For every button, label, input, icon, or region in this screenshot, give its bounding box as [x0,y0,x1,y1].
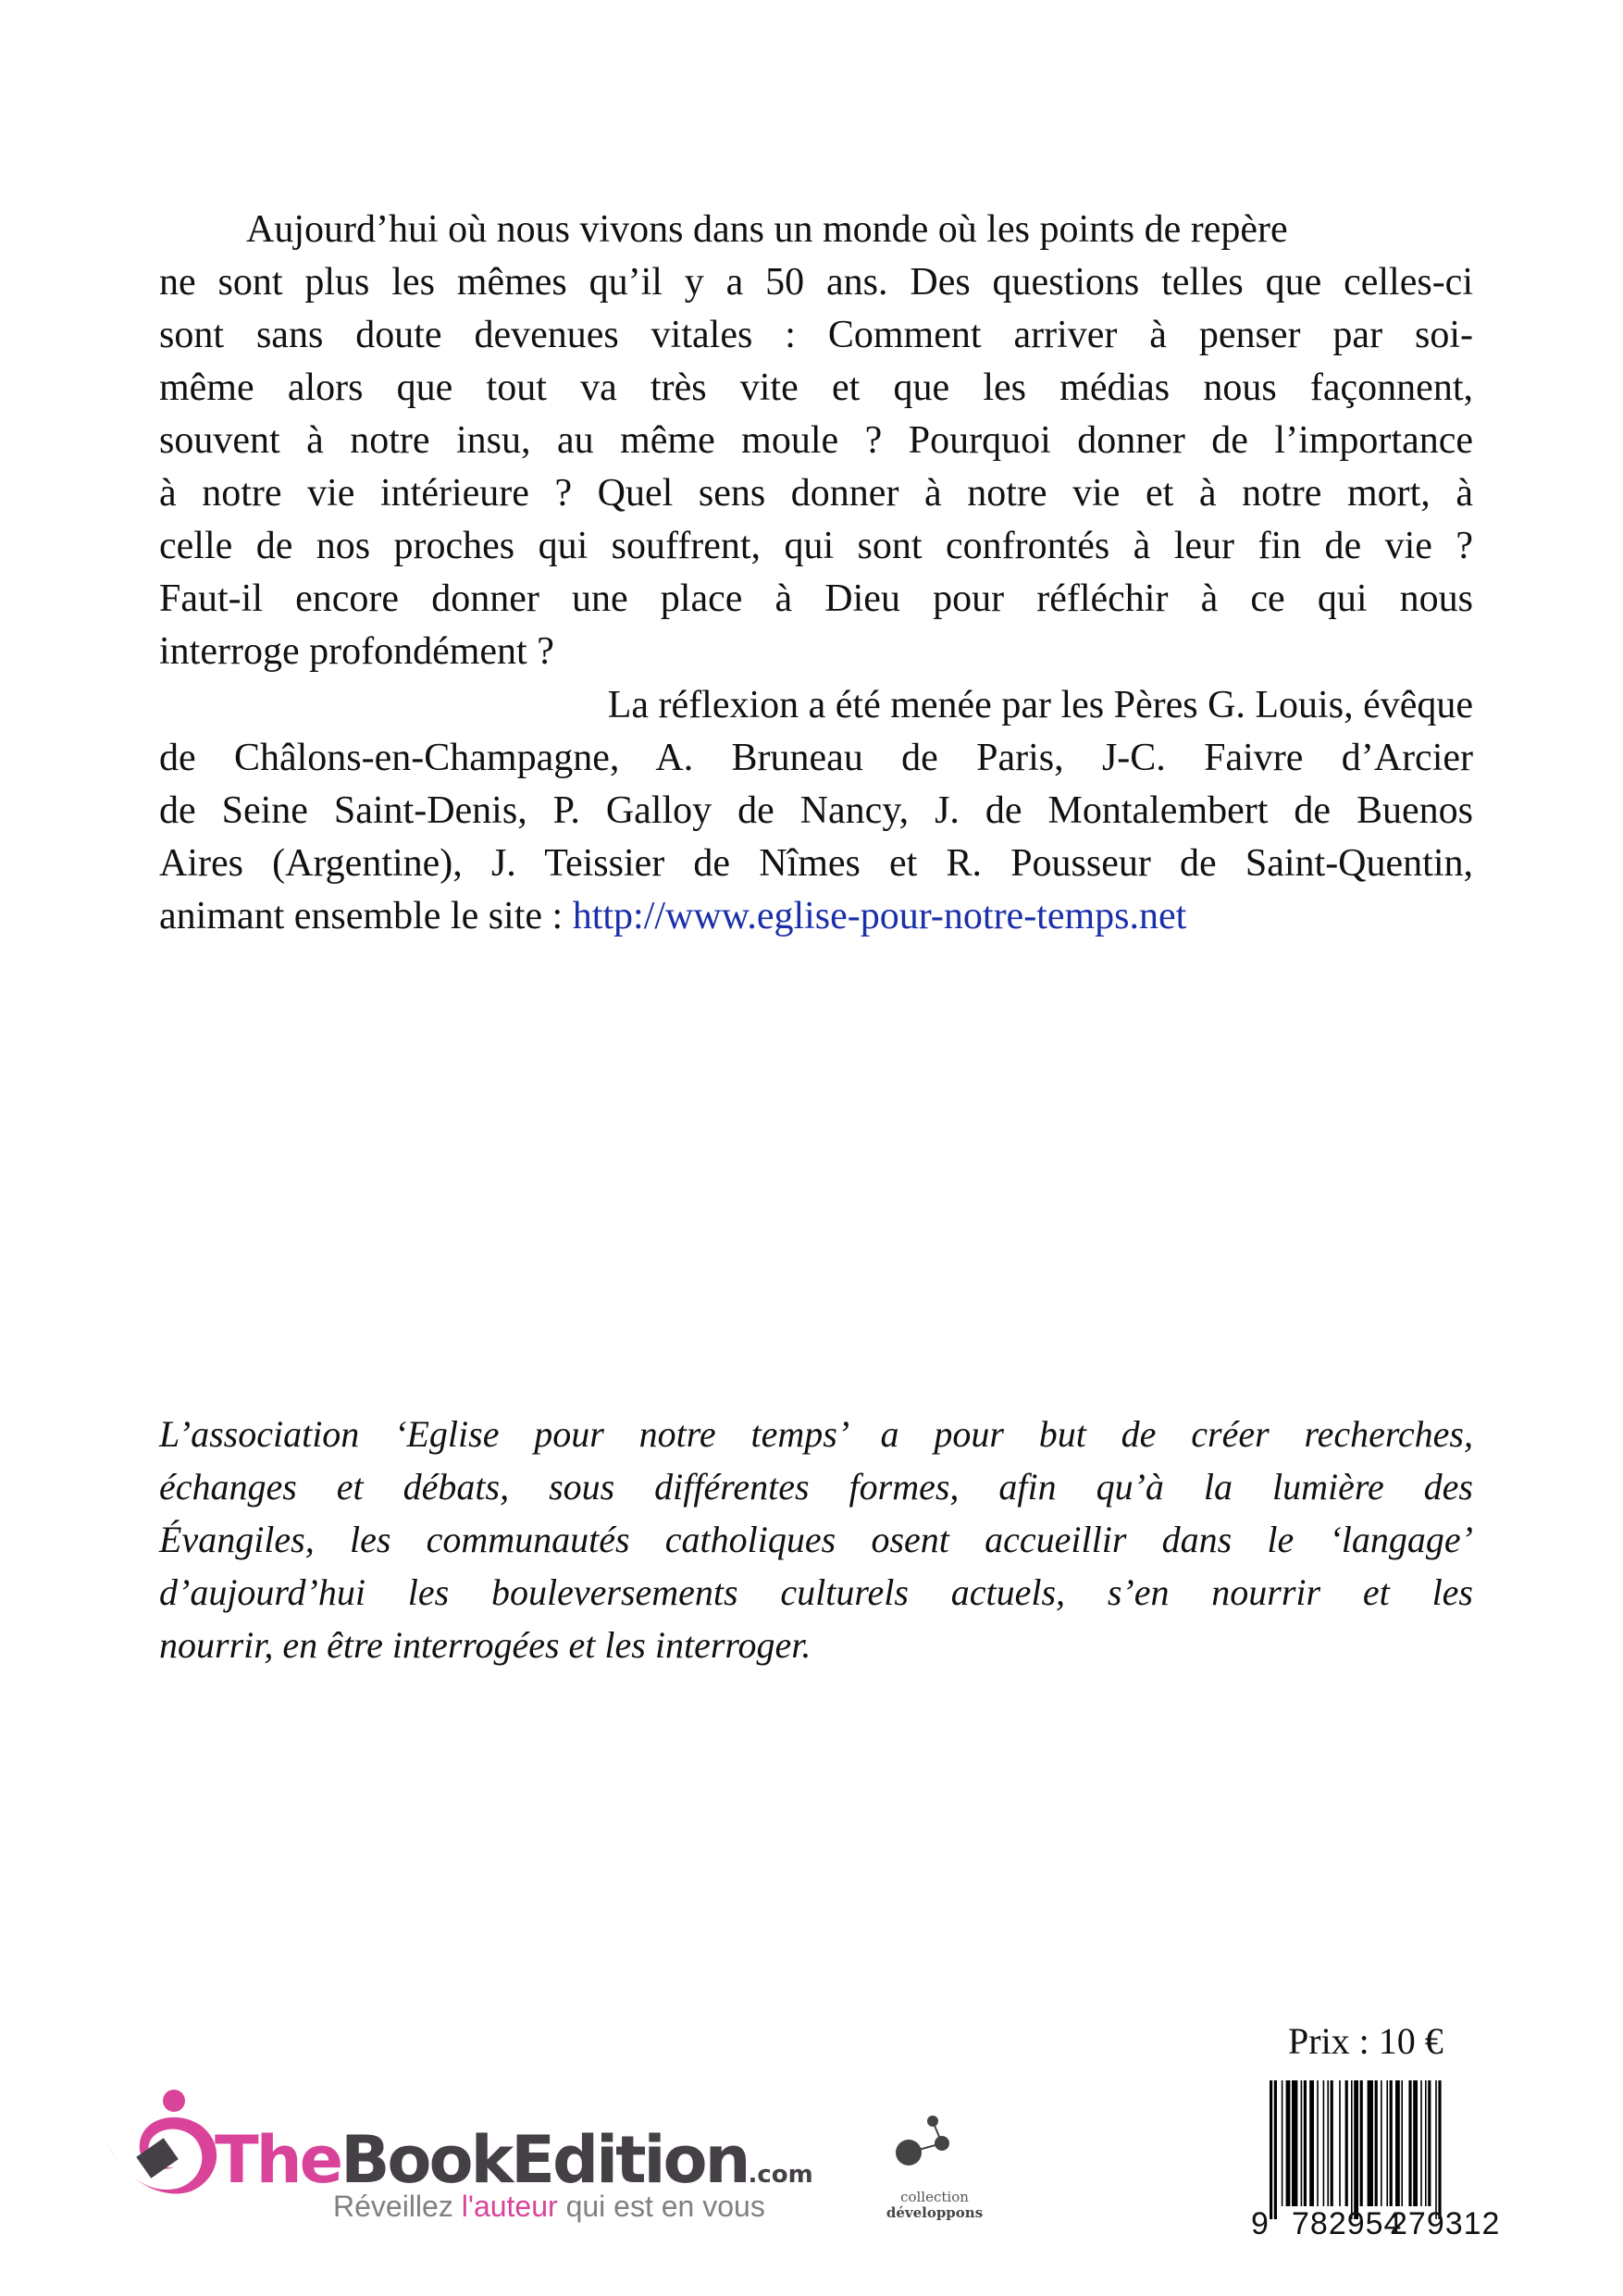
intro-line: interroge profondément ? [159,630,554,673]
barcode-bar [1408,2080,1411,2206]
intro-line: ne sont plus les mêmes qu’il y a 50 ans. Des questions telles que celles-ci [159,261,1473,304]
intro-line: à notre vie intérieure ? Quel sens donner à notre vie et à notre mort, à [159,472,1473,515]
tagline-start: Réveillez [333,2190,462,2223]
barcode-bar [1413,2080,1418,2206]
price-label: Prix : 10 € [1288,2020,1443,2062]
intro-line: Faut-il encore donner une place à Dieu pour réfléchir à ce qui nous [159,577,1473,620]
barcode-bar [1286,2080,1291,2206]
authors-line: La réflexion a été menée par les Pères G. Louis, évêque [607,684,1473,726]
isbn-first-digit: 9 [1251,2206,1269,2241]
intro-line: souvent à notre insu, au même moule ? Pourquoi donner de l’importance [159,419,1473,462]
barcode-bar [1351,2080,1353,2219]
barcode-bar [1360,2080,1363,2206]
barcode-bar [1304,2080,1307,2206]
association-line: Évangiles, les communautés catholiques osent accueillir dans le ‘langage’ [159,1519,1473,1560]
barcode-bar [1282,2080,1283,2206]
wordmark-com: .com [748,2161,813,2189]
collection-name: développons [886,2204,984,2221]
barcode-bar [1292,2080,1297,2206]
publisher-tagline [333,2190,765,2223]
barcode-bar [1368,2080,1373,2206]
association-line: échanges et débats, sous différentes formes, afin qu’à la lumière des [159,1466,1473,1508]
association-line: nourrir, en être interrogées et les interroger. [159,1624,812,1666]
site-link[interactable]: http://www.eglise-pour-notre-temps.net [572,895,1187,937]
intro-line: Aujourd’hui où nous vivons dans un monde où les points de repère [246,208,1288,251]
wordmark-the: The [215,2122,341,2198]
authors-line: de Seine Saint-Denis, P. Galloy de Nancy, J. de Montalembert de Buenos [159,789,1473,832]
barcode-bar [1381,2080,1382,2206]
barcode-bar [1354,2080,1358,2219]
barcode-bar [1390,2080,1393,2206]
barcode-bar [1438,2080,1441,2219]
association-line: d’aujourd’hui les bouleversements culturels actuels, s’en nourrir et les [159,1571,1473,1613]
isbn-digits [1251,2206,1501,2247]
association-line: L’association ‘Eglise pour notre temps’ a pour but de créer recherches, [159,1413,1473,1455]
barcode-bar [1420,2080,1422,2206]
intro-line: même alors que tout va très vite et que les médias nous façonnent, [159,366,1473,409]
authors-line: Aires (Argentine), J. Teissier de Nîmes et R. Pousseur de Saint-Quentin, [159,842,1473,885]
intro-line: sont sans doute devenues vitales : Comment arriver à penser par soi- [159,314,1473,356]
barcode-bar [1386,2080,1388,2206]
authors-last-line [159,890,1473,943]
authors-line: de Châlons-en-Champagne, A. Bruneau de Paris, J-C. Faivre d’Arcier [159,737,1473,779]
authors-line-prefix: animant ensemble le site : [159,895,573,937]
tagline-end: qui est en vous [557,2190,765,2223]
barcode-bar [1327,2080,1329,2206]
barcode-bar [1323,2080,1325,2206]
barcode-bar [1425,2080,1427,2206]
tagline-accent: l'auteur [461,2190,558,2223]
barcode-bar [1274,2080,1277,2219]
barcode-bar [1401,2080,1403,2206]
barcode-bar [1345,2080,1348,2206]
collection-label: collection [900,2189,969,2205]
wordmark-bookedition: BookEdition [341,2122,749,2198]
isbn-right-group: 279312 [1390,2206,1501,2241]
barcode-bar [1339,2080,1341,2206]
intro-line: celle de nos proches qui souffrent, qui sont confrontés à leur fin de vie ? [159,525,1473,567]
barcode-bar [1395,2080,1400,2206]
isbn-left-group: 782954 [1292,2206,1403,2241]
barcode-bar [1317,2080,1319,2206]
barcode-bar [1428,2080,1431,2206]
barcode-bar [1375,2080,1378,2206]
barcode-bar [1270,2080,1272,2219]
barcode-bar [1301,2080,1303,2206]
barcode-bar [1331,2080,1333,2206]
barcode-bar [1309,2080,1314,2206]
barcode-bar [1435,2080,1437,2219]
